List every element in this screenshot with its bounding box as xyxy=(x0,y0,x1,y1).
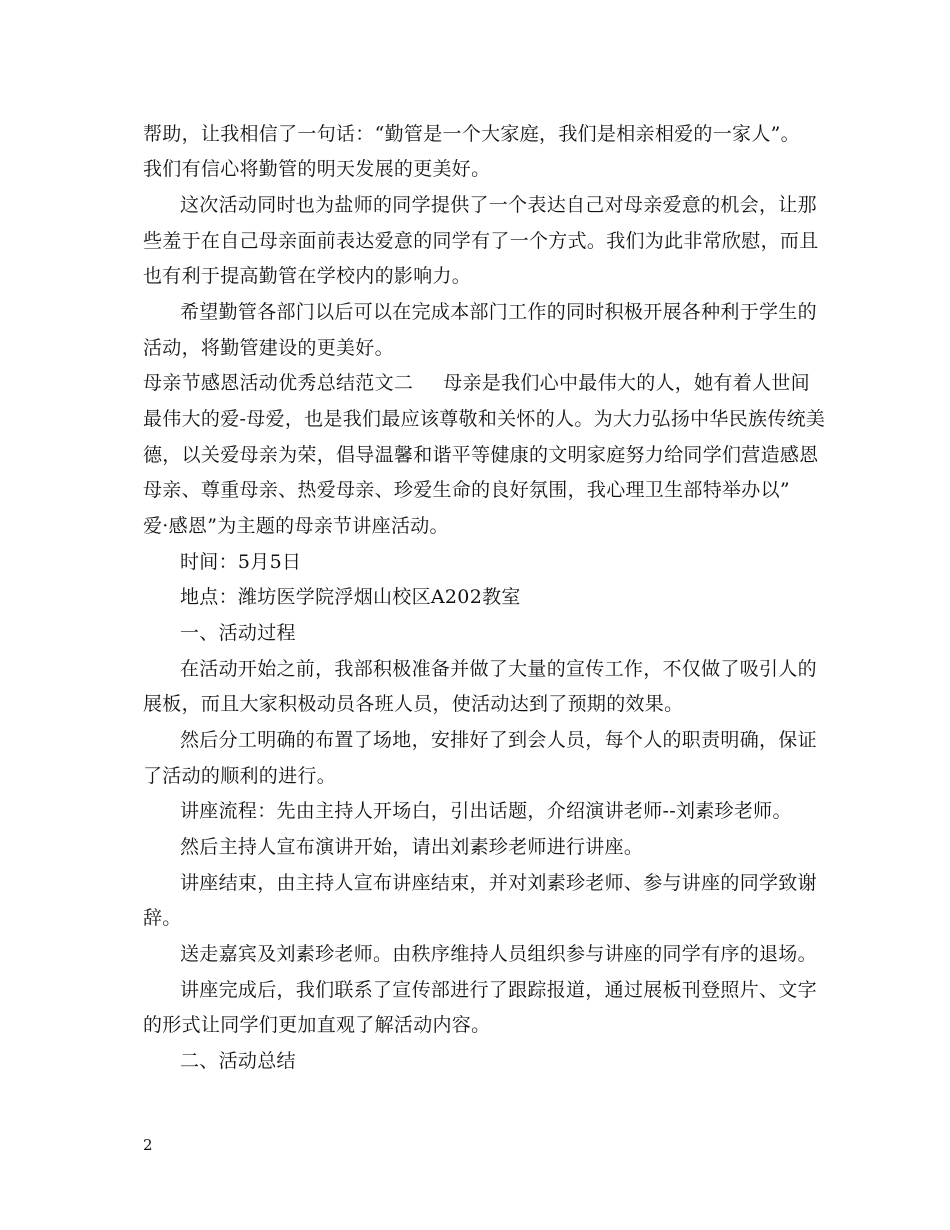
text-line: 送走嘉宾及刘素珍老师。由秩序维持人员组织参与讲座的同学有序的退场。 xyxy=(180,943,817,965)
section-heading-line xyxy=(143,371,810,395)
text-line: 时间：5月5日 xyxy=(180,551,302,573)
text-line: 我们有信心将勤管的明天发展的更美好。 xyxy=(143,158,491,180)
text-line: 地点：潍坊医学院浮烟山校区A202教室 xyxy=(180,586,521,608)
text-line: 帮助，让我相信了一句话：“勤管是一个大家庭，我们是相亲相爱的一家人”。 xyxy=(143,123,800,145)
text-line: 最伟大的爱-母爱，也是我们最应该尊敬和关怀的人。为大力弘扬中华民族传统美 xyxy=(143,408,826,430)
text-line: 讲座流程：先由主持人开场白，引出话题，介绍演讲老师--刘素珍老师。 xyxy=(180,800,792,822)
text-line: 一、活动过程 xyxy=(180,622,296,644)
section-title: 母亲节感恩活动优秀总结范文二 xyxy=(143,372,414,394)
text-line: 了活动的顺利的进行。 xyxy=(143,765,337,787)
text-line: 的形式让同学们更加直观了解活动内容。 xyxy=(143,1014,491,1036)
text-line: 讲座结束，由主持人宣布讲座结束，并对刘素珍老师、参与讲座的同学致谢 xyxy=(180,872,817,894)
text-line: 爱·感恩”为主题的母亲节讲座活动。 xyxy=(143,515,449,537)
text-line: 然后分工明确的布置了场地，安排好了到会人员，每个人的职责明确，保证 xyxy=(180,729,817,751)
text-line: 希望勤管各部门以后可以在完成本部门工作的同时积极开展各种利于学生的 xyxy=(180,301,817,323)
text-line: 母亲、尊重母亲、热爱母亲、珍爱生命的良好氛围，我心理卫生部特举办以” xyxy=(143,479,790,501)
text-line: 展板，而且大家积极动员各班人员，使活动达到了预期的效果。 xyxy=(143,693,684,715)
text-line: 然后主持人宣布演讲开始，请出刘素珍老师进行讲座。 xyxy=(180,836,644,858)
text-line: 也有利于提高勤管在学校内的影响力。 xyxy=(143,265,472,287)
text-line: 这次活动同时也为盐师的同学提供了一个表达自己对母亲爱意的机会，让那 xyxy=(180,194,817,216)
text-line: 德，以关爱母亲为荣，倡导温馨和谐平等健康的文明家庭努力给同学们营造感恩 xyxy=(143,444,819,466)
text-line: 辞。 xyxy=(143,907,182,929)
text-segment: 母亲是我们心中最伟大的人，她有着人世间 xyxy=(443,372,810,394)
text-line: 二、活动总结 xyxy=(180,1050,296,1072)
text-line: 讲座完成后，我们联系了宣传部进行了跟踪报道，通过展板刊登照片、文字 xyxy=(180,979,817,1001)
text-line: 些羞于在自己母亲面前表达爱意的同学有了一个方式。我们为此非常欣慰，而且 xyxy=(143,230,819,252)
text-line: 活动，将勤管建设的更美好。 xyxy=(143,337,394,359)
text-line: 在活动开始之前，我部积极准备并做了大量的宣传工作，不仅做了吸引人的 xyxy=(180,658,817,680)
page-number: 2 xyxy=(143,1136,153,1154)
